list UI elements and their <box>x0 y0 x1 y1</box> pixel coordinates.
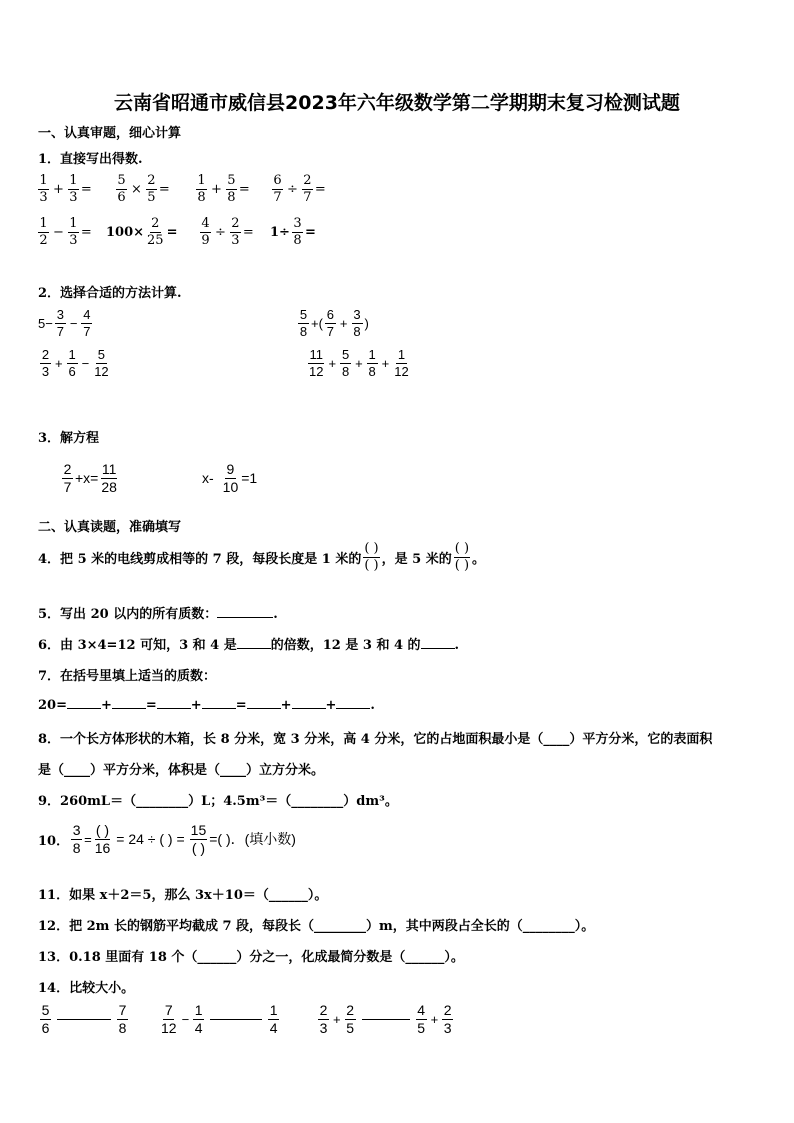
q10: 10． $\frac{3}{8}$ = $\frac{( )}{16}$ = 24 ÷ ( ) = $\frac{15}{( )}$ =( )．(填小数) <box>38 822 296 856</box>
q14-compare3: $\frac{2}{3}$ + $\frac{2}{5}$ $\frac{4}{5}$ + $\frac{2}{3}$ <box>319 1002 452 1036</box>
q4: 4．把 5 米的电线剪成相等的 7 段，每段长度是 1 米的 $\frac{( )}{( )}$ ，是 5 米的 $\frac{( )}{( )}$ 。 <box>38 541 486 573</box>
q3-equation2: x- $\frac{9}{10}$ =1 <box>202 461 258 495</box>
q3-label: 3．解方程 <box>38 431 100 446</box>
q2-label: 2．选择合适的方法计算. <box>38 286 182 301</box>
q2-expr1: 5− $\frac{3}{7}$ − $\frac{4}{7}$ <box>38 307 91 339</box>
q7-label: 7．在括号里填上适当的质数： <box>38 669 217 684</box>
section-1-heading: 一、认真审题，细心计算 <box>38 126 182 141</box>
q2-expr2: $\frac{5}{8}$ +( $\frac{6}{7}$ + $\frac{3}{8}$ ) <box>299 307 369 339</box>
compare-blank[interactable] <box>210 1019 262 1020</box>
q1-label: 1．直接写出得数. <box>38 152 143 167</box>
q7-expression: 20= + = + = + + . <box>38 698 375 713</box>
q11: 11．如果 x＋2＝5，那么 3x＋10＝（______）。 <box>38 888 328 903</box>
q13: 13．0.18 里面有 18 个（______）分之一，化成最简分数是（______）。 <box>38 950 464 965</box>
q9: 9．260mL＝（________）L；4.5m³＝（________）dm³。 <box>38 794 398 809</box>
q2-expr3: $\frac{2}{3}$ + $\frac{1}{6}$ − $\frac{5}{12}$ <box>41 347 109 379</box>
q8-line2: 是（____）平方分米，体积是（____）立方分米。 <box>38 763 325 778</box>
q12: 12．把 2m 长的钢筋平均截成 7 段，每段长（________）m，其中两段占全长的（________）。 <box>38 919 595 934</box>
q5: 5．写出 20 以内的所有质数： . <box>38 607 278 622</box>
q14-compare1: $\frac{5}{6}$ $\frac{7}{8}$ <box>41 1002 127 1036</box>
section-2-heading: 二、认真读题，准确填写 <box>38 520 182 535</box>
q3-equation1: $\frac{2}{7}$ +x= $\frac{11}{28}$ <box>63 461 117 495</box>
q1-row1-item3: $\frac{1}{8}$ + $\frac{5}{8}$ = <box>197 173 250 205</box>
compare-blank[interactable] <box>362 1019 410 1020</box>
q1-row1-item4: $\frac{6}{7}$ ÷ $\frac{2}{7}$ = <box>273 173 326 205</box>
q1-row2-item3: $\frac{4}{9}$ ÷ $\frac{2}{3}$ = <box>201 216 254 248</box>
q1-row2-item2: 100× $\frac{2}{25}$ = <box>106 216 178 248</box>
q1-row1-item2: $\frac{5}{6}$ × $\frac{2}{5}$ = <box>117 173 170 205</box>
q14-compare2: $\frac{7}{12}$ − $\frac{1}{4}$ $\frac{1}{4}$ <box>161 1002 278 1036</box>
q1-row2-item4: 1÷ $\frac{3}{8}$ = <box>270 216 316 248</box>
q6: 6．由 3×4=12 可知，3 和 4 是 的倍数，12 是 3 和 4 的 . <box>38 638 460 653</box>
q1-row2-item1: $\frac{1}{2}$ − $\frac{1}{3}$ = <box>39 216 92 248</box>
q1-row1-item1: $\frac{1}{3}$ + $\frac{1}{3}$ = <box>39 173 92 205</box>
compare-blank[interactable] <box>57 1019 111 1020</box>
q8-line1: 8．一个长方体形状的木箱，长 8 分米，宽 3 分米，高 4 分米，它的占地面积最小是（____）平方分米，它的表面积 <box>38 732 713 747</box>
q2-expr4: $\frac{11}{12}$ + $\frac{5}{8}$ + $\frac{1}{8}$ + $\frac{1}{12}$ <box>309 347 409 379</box>
q14-label: 14．比较大小。 <box>38 981 135 996</box>
page-title: 云南省昭通市威信县2023年六年级数学第二学期期末复习检测试题 <box>114 92 680 114</box>
